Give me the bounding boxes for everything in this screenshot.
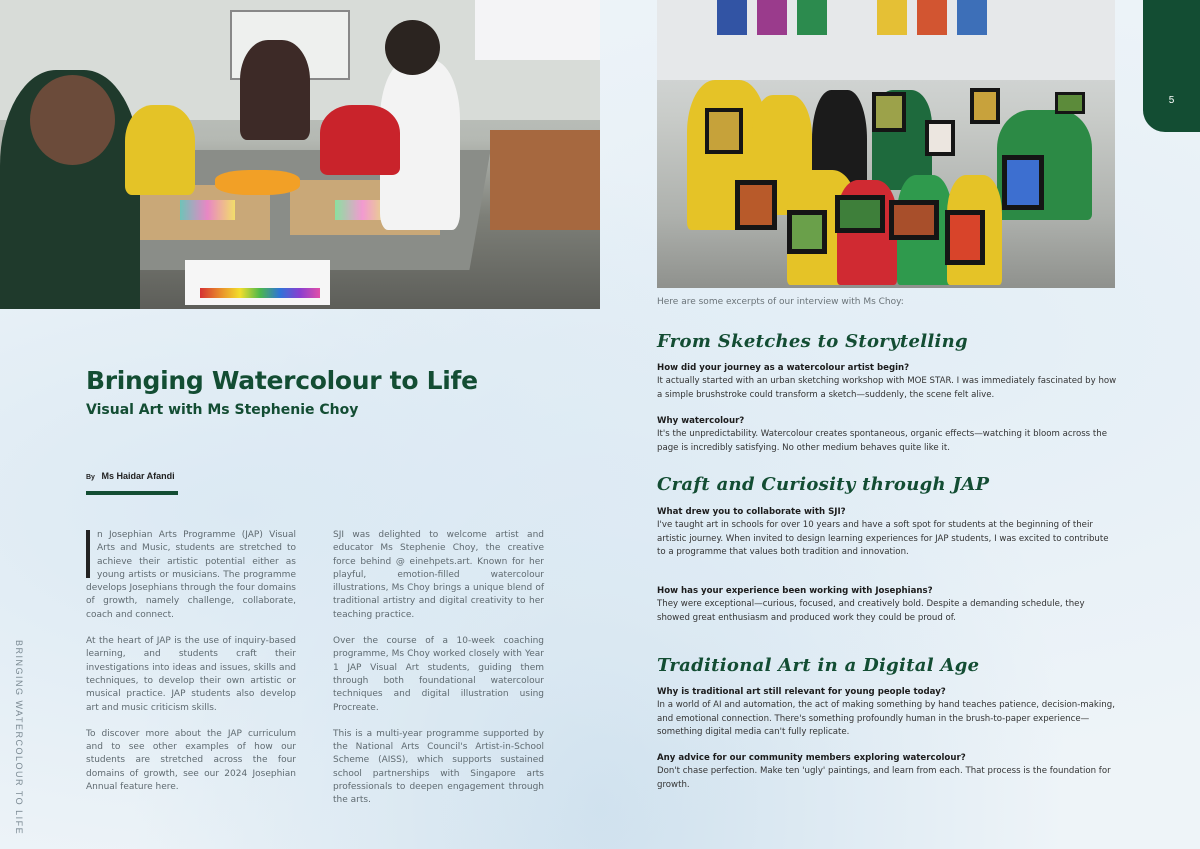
- question: Any advice for our community members exploring watercolour?: [657, 753, 966, 763]
- classroom-photo: [0, 0, 600, 309]
- question: What drew you to collaborate with SJI?: [657, 507, 846, 517]
- author-name: Ms Haidar Afandi: [101, 471, 175, 481]
- article-subtitle: Visual Art with Ms Stephenie Choy: [86, 402, 359, 418]
- spine-running-title: BRINGING WATERCOLOUR TO LIFE: [14, 640, 24, 836]
- body-paragraph: This is a multi-year programme supported by the National Arts Council's Artist-in-School Scheme (AISS), which supports sustained school partnerships with Singapore arts professionals to deepen engagement through the arts.: [333, 728, 544, 806]
- answer: I've taught art in schools for over 10 years and have a soft spot for students at the beginning of their artistic journey. When invited to design learning experiences for JAP students, I was excited to contribute to a programme that values both tradition and innovation.: [657, 520, 1109, 557]
- photo-caption: Here are some excerpts of our interview with Ms Choy:: [657, 297, 904, 307]
- byline: [86, 471, 175, 481]
- qa-block: [657, 752, 1117, 792]
- answer: It's the unpredictability. Watercolour creates spontaneous, organic effects—watching it bloom across the page is incredibly satisfying. No other medium behaves quite like it.: [657, 429, 1107, 453]
- body-paragraph: To discover more about the JAP curriculum and to see other examples of how our students are stretched across the four domains of growth, see our 2024 Josephian Annual feature here.: [86, 728, 296, 793]
- byline-prefix: By: [86, 474, 95, 481]
- question: How did your journey as a watercolour artist begin?: [657, 363, 910, 373]
- body-paragraph: At the heart of JAP is the use of inquiry-based learning, and students craft their investigations into ideas and issues, skills and techniques, to develop their own artistic or musical practice. JAP students also develop art and music criticism skills.: [86, 636, 296, 713]
- qa-block: [657, 415, 1117, 455]
- article-title: Bringing Watercolour to Life: [86, 366, 478, 395]
- group-photo: [657, 0, 1115, 288]
- body-paragraph: Over the course of a 10-week coaching programme, Ms Choy worked closely with Year 1 JAP Visual Art students, guiding them through both foundational watercolour techniques and digital illustration using Procreate.: [333, 636, 544, 713]
- answer: It actually started with an urban sketching workshop with MOE STAR. I was immediately fascinated by how a simple brushstroke could transform a sketch—suddenly, the scene felt alive.: [657, 376, 1117, 400]
- question: How has your experience been working with Josephians?: [657, 586, 933, 596]
- answer: Don't chase perfection. Make ten 'ugly' paintings, and learn from each. That process is the foundation for growth.: [657, 766, 1111, 790]
- answer: In a world of AI and automation, the act of making something by hand teaches patience, decision-making, and emotional connection. There's something profoundly human in the brush-to-paper experience—something digital media can't fully replicate.: [657, 700, 1115, 737]
- drop-cap-bar: [86, 530, 90, 578]
- body-paragraph: n Josephian Arts Programme (JAP) Visual Arts and Music, students are stretched to achieve their artistic potential either as young artists or musicians. The programme develops Josephians through the four domains of growth, namely challenge, collaborate, coach and connect.: [86, 530, 296, 620]
- page-number: 5: [1168, 95, 1175, 106]
- body-column-1: [86, 529, 296, 807]
- section-heading: Craft and Curiosity through JAP: [657, 474, 990, 495]
- qa-block: [657, 506, 1117, 559]
- body-paragraph: SJI was delighted to welcome artist and educator Ms Stephenie Choy, the creative force behind @ einehpets.art. Known for her playful, emotion-filled watercolour illustrations, Ms Choy brings a unique blend of traditional artistry and digital creativity to her teaching practice.: [333, 530, 544, 620]
- answer: They were exceptional—curious, focused, and creatively bold. Despite a demanding schedule, they showed great enthusiasm and produced work they could be proud of.: [657, 599, 1085, 623]
- byline-rule: [86, 491, 178, 495]
- question: Why is traditional art still relevant for young people today?: [657, 687, 946, 697]
- body-column-2: [333, 529, 544, 821]
- section-heading: From Sketches to Storytelling: [657, 331, 968, 352]
- qa-block: [657, 585, 1117, 625]
- qa-block: [657, 362, 1117, 402]
- section-heading: Traditional Art in a Digital Age: [657, 655, 980, 676]
- qa-block: [657, 686, 1117, 739]
- question: Why watercolour?: [657, 416, 745, 426]
- page-number-tab: [1143, 0, 1200, 132]
